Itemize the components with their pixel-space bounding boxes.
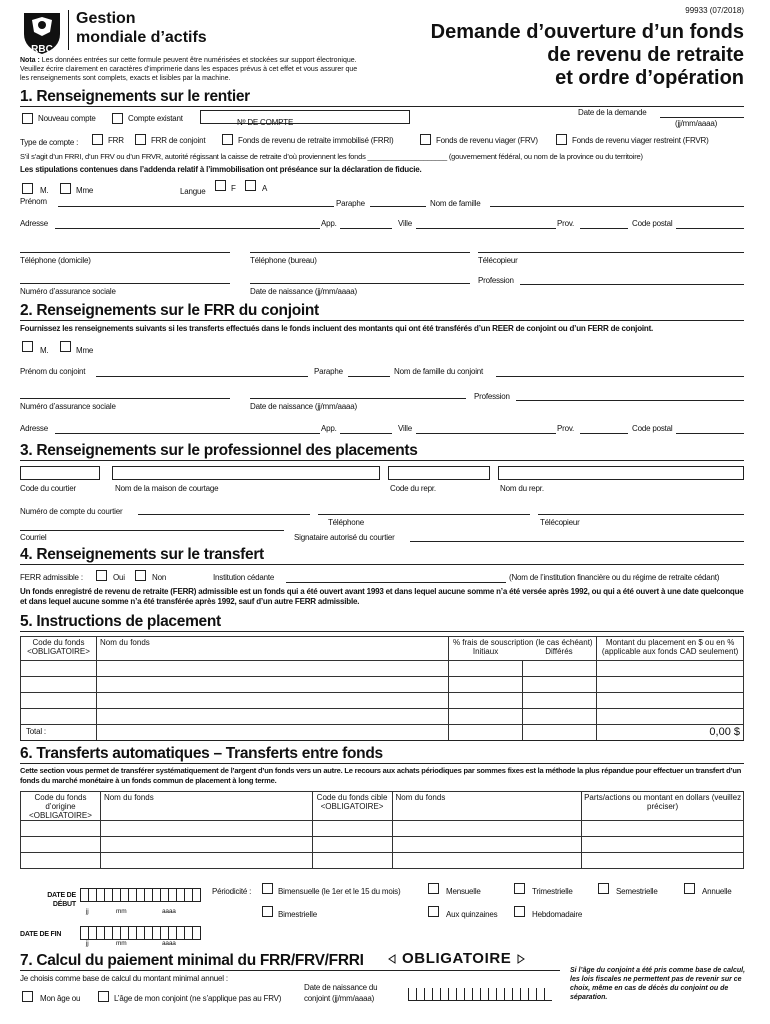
city-label: Ville [398,219,412,228]
col-fees-label: % frais de souscription (le cas échéant) [452,638,593,647]
s2-prov-input[interactable] [580,433,628,434]
s2-mr-checkbox[interactable] [22,341,33,352]
apt-label: App. [321,219,337,228]
language-label: Langue [180,187,206,196]
first-name-input[interactable] [58,206,334,207]
freq-quarterly-checkbox[interactable] [514,883,525,894]
form-title [431,21,744,90]
mrs-label: Mme [76,186,94,195]
freq-weekly-checkbox[interactable] [514,906,525,917]
section-1-title: 1. Renseignements sur le rentier [20,88,250,105]
rbc-logo [20,10,64,56]
title-line1: Demande d’ouverture d’un fonds [430,21,744,43]
table-row[interactable] [21,821,744,837]
stipulations-note: Les stipulations contenues dans l’addenda relatif à l’immobilisation ont préséance sur la déclaration de fiducie. [20,165,422,174]
section-4-rule [20,564,744,565]
freq-bimonthly-checkbox[interactable] [262,906,273,917]
s2-initials-input[interactable] [348,376,390,377]
note [20,56,360,83]
s2-dob-label: Date de naissance (jj/mm/aaaa) [250,402,357,411]
postal-input[interactable] [676,228,744,229]
spouse-dob-input[interactable] [408,988,552,1001]
request-date-format: (jj/mm/aaaa) [675,119,718,128]
fax-label: Télécopieur [478,256,518,265]
dob-input[interactable] [250,283,470,284]
end-jj: jj [86,940,89,947]
mandatory-badge [388,950,525,967]
phone-home-label: Téléphone (domicile) [20,256,91,265]
dealer-code-label: Code du courtier [20,484,76,493]
s2-city-input[interactable] [416,433,556,434]
s2-sin-label: Numéro d’assurance sociale [20,402,116,411]
s3-phone-label: Téléphone [328,518,365,527]
col-fees [449,637,597,661]
total-value: 0,00 $ [709,726,740,738]
ferr-note: Un fonds enregistré de revenu de retraite (FERR) admissible est un fonds qui a été ouvert avant 1993 et dans lequel aucune somme n’a été versée après 1992, ou qui a été ouvert à une date quelconque et dans lequel aucune somme n’a été transférée après 1992, sauf d’un autre FERR admissible. [20,587,744,606]
freq-monthly-checkbox[interactable] [428,883,439,894]
account-number-input[interactable] [200,110,410,124]
type-frr-label: FRR [108,136,124,145]
freq-biweekly-checkbox[interactable] [428,906,439,917]
freq-semimonthly-label: Bimensuelle (le 1er et le 15 du mois) [278,887,401,896]
freq-weekly-label: Hebdomadaire [532,910,583,919]
email-input[interactable] [20,530,284,531]
section-5-title: 5. Instructions de placement [20,613,221,630]
section-6-title: 6. Transferts automatiques – Transferts entre fonds [20,745,383,762]
section-3-title: 3. Renseignements sur le professionnel des placements [20,442,418,459]
freq-annual-label: Annuelle [702,887,732,896]
dealer-account-input[interactable] [138,514,310,515]
s2-address-input[interactable] [55,433,320,434]
section-6-rule [20,763,744,764]
dealer-account-label: Numéro de compte du courtier [20,507,123,516]
sin-label: Numéro d’assurance sociale [20,287,116,296]
type-spousal-frr-checkbox[interactable] [135,134,146,145]
initials-label: Paraphe [336,199,365,208]
locked-in-authority: S’il s’agit d’un FRRI, d’un FRV ou d’un FRVR, autorité régissant la caisse de retraite d’où proviennent les fonds ____________________ (gouvernement fédéral, ou nom de la province ou du territoire) [20,152,643,161]
sin-input[interactable] [20,283,230,284]
rep-code-label: Code du repr. [390,484,436,493]
s2-mrs-checkbox[interactable] [60,341,71,352]
email-label: Courriel [20,533,47,542]
spouse-last-input[interactable] [496,376,744,377]
address-label: Adresse [20,219,48,228]
profession-label: Profession [478,276,514,285]
s3-fax-input[interactable] [538,514,744,515]
freq-semimonthly-checkbox[interactable] [262,883,273,894]
col-amount: Montant du placement en $ ou en % (applicable aux fonds CAD seulement) [597,637,744,661]
form-number: 99933 (07/2018) [685,6,744,15]
signatory-label: Signataire autorisé du courtier [294,533,395,542]
institution-label: Institution cédante [213,573,275,582]
triangle-right-icon [517,954,525,964]
table-row[interactable] [21,837,744,853]
col-fund-code: Code du fonds <OBLIGATOIRE> [21,637,97,661]
my-age-label: Mon âge ou [40,994,81,1003]
s2-city-label: Ville [398,424,412,433]
request-date-input[interactable] [660,117,744,118]
s2-profession-input[interactable] [516,400,744,401]
table-row[interactable] [21,661,744,677]
mandatory-label: OBLIGATOIRE [402,950,512,967]
profession-input[interactable] [520,284,744,285]
phone-work-label: Téléphone (bureau) [250,256,317,265]
section-1-rule [20,106,744,107]
section-5-rule [20,631,744,632]
lang-f-label: F [231,184,236,193]
col-origin-code: Code du fonds d’origine <OBLIGATOIRE> [21,792,101,821]
dealer-code-input[interactable] [20,466,100,480]
start-date-input[interactable] [80,888,201,902]
s3-phone-input[interactable] [318,514,530,515]
dealer-name-input[interactable] [112,466,380,480]
ferr-no-checkbox[interactable] [135,570,146,581]
triangle-left-icon [388,954,396,964]
type-frv-label: Fonds de revenu viager (FRV) [436,136,538,145]
section-3-rule [20,460,744,461]
basis-label: Je choisis comme base de calcul du montant minimal annuel : [20,974,228,983]
freq-semiannual-checkbox[interactable] [598,883,609,894]
postal-label: Code postal [632,219,673,228]
ferr-no-label: Non [152,573,167,582]
transfer-table [20,791,744,869]
s2-address-label: Adresse [20,424,48,433]
institution-hint: (Nom de l’institution financière ou du régime de retraite cédant) [509,573,720,582]
start-aaaa: aaaa [162,908,176,915]
spouse-age-side-note: Si l’âge du conjoint a été pris comme base de calcul, les lois fiscales ne permettent pas de revenir sur ce choix, même en cas de décès du conjoint ou de séparation. [570,967,746,1001]
total-rule [20,740,744,741]
end-date-input[interactable] [80,926,201,940]
col-units: Parts/actions ou montant en dollars (veuillez préciser) [582,792,744,821]
type-frv-checkbox[interactable] [420,134,431,145]
spouse-age-label: L’âge de mon conjoint (ne s’applique pas au FRV) [114,994,282,1003]
end-date-label: DATE DE FIN [20,931,62,938]
ferr-eligible-label: FERR admissible : [20,573,83,582]
freq-quarterly-label: Trimestrielle [532,887,573,896]
section-6-intro: Cette section vous permet de transférer systématiquement de l’argent d’un fonds vers un autre. Le recours aux achats périodiques par sommes fixes est la méthode la plus répandue pour effectuer un transfert d’un fonds du marché monétaire à un fonds commun de placement à long terme. [20,766,742,785]
start-date-label: DATE DE DÉBUT [47,892,76,908]
brand-line2: mondiale d’actifs [76,29,207,46]
type-frr-checkbox[interactable] [92,134,103,145]
last-name-input[interactable] [490,206,744,207]
start-jj: jj [86,908,89,915]
periodicity-label: Périodicité : [212,887,252,896]
col-fees-sub [449,647,596,656]
table-row[interactable] [21,693,744,709]
note-text: Les données entrées sur cette formule peuvent être numérisées et stockées sur support électronique. Veuillez écrire clairement en caractères d’imprimerie dans les espaces prévus à cet effet et vous assurer que les renseignements sont complets, exacts et lisibles par la machine. [20,57,358,82]
ferr-yes-checkbox[interactable] [96,570,107,581]
s2-apt-label: App. [321,424,337,433]
col-target-name: Nom du fonds [392,792,582,821]
spouse-first-input[interactable] [96,376,308,377]
freq-semiannual-label: Semestrielle [616,887,658,896]
type-frvr-checkbox[interactable] [556,134,567,145]
prov-label: Prov. [557,219,575,228]
request-date-label: Date de la demande [578,108,647,117]
col-fund-name: Nom du fonds [96,637,448,661]
title-line2: de revenu de retraite [547,44,744,66]
start-mm: mm [116,908,127,915]
existing-account-checkbox[interactable] [112,113,123,124]
s2-mr-label: M. [40,346,49,355]
spouse-dob-label: Date de naissance du conjoint (jj/mm/aaaa) [304,983,378,1003]
institution-input[interactable] [286,582,506,583]
freq-biweekly-label: Aux quinzaines [446,910,498,919]
col-origin-name: Nom du fonds [100,792,312,821]
type-frri-checkbox[interactable] [222,134,233,145]
spouse-last-label: Nom de famille du conjoint [394,367,484,376]
lang-a-checkbox[interactable] [245,180,256,191]
section-2-title: 2. Renseignements sur le FRR du conjoint [20,302,319,319]
section-7-title: 7. Calcul du paiement minimal du FRR/FRV/FRRI [20,952,364,969]
spouse-age-checkbox[interactable] [98,991,109,1002]
dealer-name-label: Nom de la maison de courtage [115,484,219,493]
total-label: Total : [26,727,46,736]
section-7-rule [20,970,560,971]
prov-input[interactable] [580,228,628,229]
new-account-checkbox[interactable] [22,113,33,124]
mrs-checkbox[interactable] [60,183,71,194]
mr-label: M. [40,186,49,195]
lang-f-checkbox[interactable] [215,180,226,191]
apt-input[interactable] [340,228,392,229]
type-frri-label: Fonds de revenu de retraite immobilisé (FRRI) [238,136,394,145]
last-name-label: Nom de famille [430,199,481,208]
end-mm: mm [116,940,127,947]
account-number-label: Nº DE COMPTE [237,118,294,127]
type-frvr-label: Fonds de revenu viager restreint (FRVR) [572,136,709,145]
ferr-yes-label: Oui [113,573,125,582]
mr-checkbox[interactable] [22,183,33,194]
city-input[interactable] [416,228,556,229]
title-line3: et ordre d’opération [555,67,744,89]
s2-profession-label: Profession [474,392,510,401]
signatory-input[interactable] [410,541,744,542]
my-age-checkbox[interactable] [22,991,33,1002]
freq-monthly-label: Mensuelle [446,887,481,896]
initials-input[interactable] [370,206,426,207]
address-input[interactable] [55,228,320,229]
end-aaaa: aaaa [162,940,176,947]
brand-line1: Gestion [76,10,136,27]
freq-bimonthly-label: Bimestrielle [278,910,317,919]
col-target-code: Code du fonds cible <OBLIGATOIRE> [312,792,392,821]
freq-annual-checkbox[interactable] [684,883,695,894]
account-type-label: Type de compte : [20,138,79,147]
s2-mrs-label: Mme [76,346,94,355]
type-spousal-frr-label: FRR de conjoint [151,136,206,145]
lang-a-label: A [262,184,268,193]
col-deferred: Différés [545,647,573,656]
rep-name-label: Nom du repr. [500,484,544,493]
col-initial: Initiaux [472,647,499,656]
rep-code-input[interactable] [388,466,490,480]
s2-postal-input[interactable] [676,433,744,434]
note-label: Nota : [20,57,40,64]
logo-divider [68,10,69,50]
section-2-rule [20,320,744,321]
s2-apt-input[interactable] [340,433,392,434]
logo-text: RBC [31,44,53,55]
s2-dob-input[interactable] [250,398,466,399]
rep-name-input[interactable] [498,466,744,480]
dob-label: Date de naissance (jj/mm/aaaa) [250,287,357,296]
section-4-title: 4. Renseignements sur le transfert [20,546,264,563]
s2-prov-label: Prov. [557,424,575,433]
spouse-first-label: Prénom du conjoint [20,367,86,376]
phone-work-input[interactable] [250,252,470,253]
s2-initials-label: Paraphe [314,367,343,376]
table-row[interactable] [21,709,744,725]
s3-fax-label: Télécopieur [540,518,580,527]
phone-home-input[interactable] [20,252,230,253]
new-account-label: Nouveau compte [38,114,96,123]
existing-account-label: Compte existant [128,114,183,123]
section-2-intro: Fournissez les renseignements suivants si les transferts effectués dans le fonds incluent des montants qui ont été transférés d’un REER de conjoint ou d’un FERR de conjoint. [20,324,654,333]
s2-sin-input[interactable] [20,398,230,399]
first-name-label: Prénom [20,197,47,206]
table-row[interactable] [21,853,744,869]
s2-postal-label: Code postal [632,424,673,433]
table-row[interactable] [21,677,744,693]
fax-input[interactable] [478,252,744,253]
